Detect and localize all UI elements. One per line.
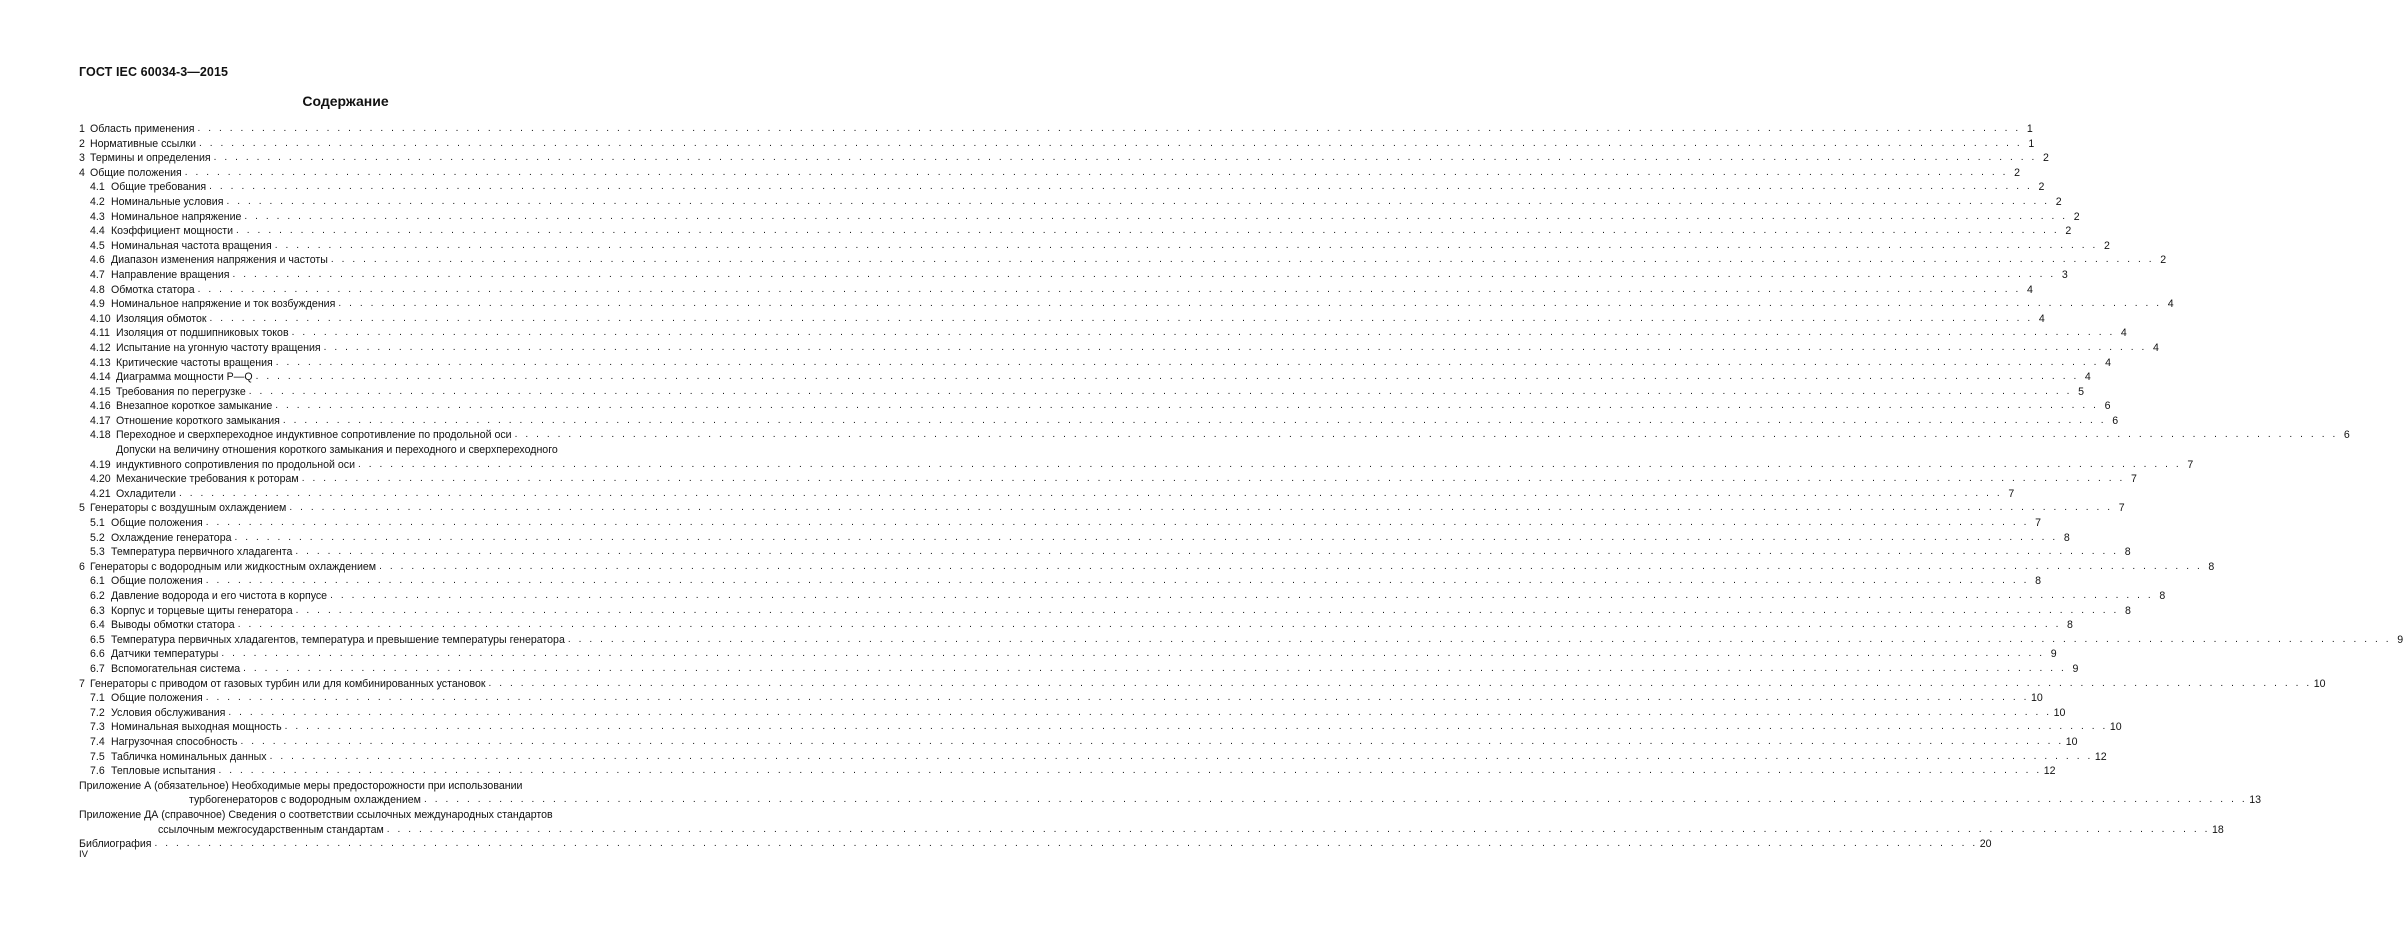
appendix-continuation [79,823,2224,838]
toc-entry-title: Коэффициент мощности [111,225,234,238]
toc-entry[interactable] [79,604,2131,619]
toc-entry[interactable] [79,589,2166,604]
toc-entry-title: Переходное и сверхпереходное индуктивное сопротивление по продольной оси [116,429,512,442]
dot-leader [198,283,2021,298]
toc-entry-page: 7 [2118,502,2125,515]
toc-entry[interactable] [79,618,2073,633]
toc-entry-number: 4.21 [90,487,111,500]
toc-entry-title: Допуски на величину отношения короткого замыкания и переходного и сверхпереходного [116,444,558,457]
toc-entry-number: 6.4 [90,619,105,632]
toc-entry-number: 7 [79,677,85,690]
toc-entry-number: 6.7 [90,662,105,675]
toc-entry-page: 6 [2112,414,2119,427]
toc-entry-title: Генераторы с водородным или жидкостным охлаждением [90,560,377,573]
toc-entry[interactable] [79,662,2079,677]
toc-entry-number: 6.1 [90,575,105,588]
toc-entry-page: 8 [2063,531,2070,544]
dot-leader [154,837,1977,852]
toc-entry-title: Отношение короткого замыкания [116,414,280,427]
toc-entry[interactable] [79,428,2350,443]
toc-entry-number: 4.6 [90,254,105,267]
dot-leader [236,224,2059,239]
dot-leader [292,326,2115,341]
toc-entry-number: 6.5 [90,633,105,646]
document-header: ГОСТ IEC 60034-3—2015 [79,65,229,79]
toc-entry-title: Внезапное короткое замыкание [116,400,273,413]
toc-entry-title: Нагрузочная способность [111,735,238,748]
toc-entry-number: 5.3 [90,546,105,559]
toc-entry[interactable] [79,356,2112,371]
toc-entry[interactable] [79,370,2091,385]
dot-leader [387,823,2210,838]
toc-entry[interactable] [79,516,2041,531]
toc-entry-number: 4.20 [90,473,111,486]
toc-entry-number: 7.6 [90,765,105,778]
toc-entry-title: Охладители [116,487,176,500]
dot-leader [179,487,2002,502]
toc-entry-page: 4 [2027,283,2033,296]
toc-entry-title: Номинальная выходная мощность [111,721,282,734]
toc-entry-page: 2 [2065,225,2072,238]
toc-entry-number: 4.13 [90,356,111,369]
toc-entry-page: 4 [2038,312,2045,325]
dot-leader [206,691,2029,706]
toc-entry-page: 4 [2084,371,2091,384]
toc-entry-number: 4.19 [90,458,111,471]
dot-leader [226,195,2049,210]
toc-entry-number: 4.8 [90,283,105,296]
toc-entry-page: 2 [2073,210,2080,223]
bibliography-title: Библиография [79,838,152,851]
toc-entry-title: Табличка номинальных данных [111,750,267,763]
toc-entry-number: 4.5 [90,239,105,252]
toc-entry-page: 7 [2035,517,2041,530]
toc-entry-page: 6 [2104,400,2111,413]
dot-leader [515,428,2338,443]
toc-entry[interactable] [79,312,2045,327]
toc-entry-number: 5.2 [90,531,105,544]
toc-entry[interactable] [79,531,2070,546]
toc-entry-number: 7.5 [90,750,105,763]
toc-entry-title: Область применения [90,123,195,135]
toc-entry-page: 1 [2026,123,2033,135]
toc-entry-number: 6.3 [90,604,105,617]
toc-entry[interactable] [79,253,2167,268]
toc-entry[interactable] [79,545,2131,560]
toc-entry[interactable] [79,677,2326,692]
dot-leader [218,764,2041,779]
toc-entry-title: Диаграмма мощности P—Q [116,371,253,384]
dot-leader [275,239,2098,254]
dot-leader [233,268,2056,283]
toc-entry-title: Номинальное напряжение [111,210,242,223]
toc-entry-page: 9 [2072,662,2079,675]
toc-entry-page: 4 [2152,341,2159,354]
toc-entry[interactable] [79,764,2056,779]
toc-entry[interactable] [79,472,2137,487]
dot-leader [324,341,2147,356]
toc-entry-title: Общие положения [111,517,203,530]
toc-entry[interactable] [79,443,2194,472]
toc-entry[interactable] [79,487,2015,502]
toc-entry-title-cont: индуктивного сопротивления по продольной оси [116,458,355,471]
toc-entry-page: 10 [2109,721,2122,734]
dot-leader [379,560,2202,575]
toc-entry-page: 10 [2030,692,2043,705]
toc-entry-number: 4.16 [90,400,111,413]
dot-leader [206,516,2029,531]
toc-entry-number: 4.17 [90,414,111,427]
toc-entry-page: 2 [2055,195,2062,208]
dot-leader [358,458,2181,473]
toc-entry[interactable] [79,195,2062,210]
toc-entry[interactable] [79,210,2080,225]
toc-entry-title: Испытание на угонную частоту вращения [116,341,321,354]
toc-entry-number: 4.10 [90,312,111,325]
toc-entry-page: 7 [2008,487,2015,500]
toc-entry-title: Критические частоты вращения [116,356,273,369]
dot-leader [275,399,2098,414]
toc-entry-number: 5 [79,502,85,515]
toc-entry-number: 4.15 [90,385,111,398]
dot-leader [197,122,2020,137]
toc-entry[interactable] [79,735,2078,750]
toc-entry[interactable] [79,137,2035,152]
toc-entry-number: 7.3 [90,721,105,734]
toc-entry-page: 4 [2167,298,2174,311]
toc-entry[interactable] [79,283,2033,298]
dot-leader [209,180,2032,195]
appendix-title: Приложение А (обязательное) Необходимые меры предосторожности при использовании [79,779,523,792]
toc-entry-page: 6 [2343,429,2350,442]
dot-leader [331,253,2154,268]
toc-entry-page: 10 [2053,706,2066,719]
toc-entry-title: Термины и определения [90,152,211,165]
appendix-entry[interactable] [79,808,2224,837]
dot-leader [424,793,2247,808]
appendix-title-cont: ссылочным межгосударственным стандартам [158,823,384,836]
toc-entry-page: 7 [2131,473,2137,486]
dot-leader [330,589,2153,604]
toc-entry-title: Обмотка статора [111,283,195,296]
toc-entry-title: Общие положения [90,166,182,179]
toc-entry-number: 6.6 [90,648,105,661]
toc-entry-page: 2 [2042,152,2049,165]
toc-entry-page: 10 [2065,735,2078,748]
toc-entry-number: 4.9 [90,298,105,311]
toc-entry-page: 9 [2050,648,2057,661]
dot-leader [228,706,2051,721]
toc-entry-page: 2 [2160,254,2167,267]
toc-entry-number: 4.2 [90,195,105,208]
dot-leader [234,531,2057,546]
toc-entry-title: Температура первичного хладагента [111,546,293,559]
dot-leader [241,735,2064,750]
toc-entry-page: 7 [2187,458,2194,471]
dot-leader [199,137,2022,152]
toc-entry-page: 4 [2120,327,2127,340]
toc-entry[interactable] [79,501,2125,516]
toc-entry-number: 3 [79,152,85,165]
toc-entry-title: Направление вращения [111,268,230,281]
toc-entry[interactable] [79,326,2127,341]
toc-entry-number: 1 [79,123,85,135]
toc-entry-title: Общие положения [111,692,203,705]
dot-leader [283,414,2106,429]
toc-entry[interactable] [79,414,2119,429]
toc-entry-page: 8 [2124,546,2131,559]
dot-leader [289,501,2112,516]
toc-entry-page: 9 [2397,633,2403,646]
toc-entry-page: 10 [2313,677,2326,690]
toc-entry-number: 4.12 [90,341,111,354]
dot-leader [489,677,2312,692]
dot-leader [206,574,2029,589]
toc-entry[interactable] [79,706,2066,721]
toc-entry-title: Общие положения [111,575,203,588]
toc-entry-title: Температура первичных хладагентов, температура и превышение температуры генератора [111,633,565,646]
appendix-continuation [79,793,2261,808]
toc-entry-number: 4.1 [90,181,105,194]
toc-entry-title: Изоляция от подшипниковых токов [116,327,289,340]
toc-entry[interactable] [79,239,2110,254]
toc-entry[interactable] [79,750,2107,765]
dot-leader [243,662,2066,677]
bibliography-page: 20 [1979,838,1992,851]
toc-entry-title: Генераторы с воздушным охлаждением [90,502,287,515]
toc-entry-title: Тепловые испытания [111,765,216,778]
toc-entry-title: Общие требования [111,181,207,194]
toc-entry-number: 4.7 [90,268,105,281]
toc-entry-number: 7.2 [90,706,105,719]
toc-entry-page: 2 [2104,239,2110,252]
toc-entry-body [116,443,2193,472]
toc-entry-page: 8 [2125,604,2131,617]
toc-entry[interactable] [79,647,2057,662]
toc-entry-title: Условия обслуживания [111,706,226,719]
dot-leader [185,166,2008,181]
toc-entry-title: Выводы обмотки статора [111,619,235,632]
dot-leader [276,356,2099,371]
dot-leader [568,633,2391,648]
toc-entry[interactable] [79,268,2068,283]
dot-leader [214,151,2037,166]
toc-entry[interactable] [79,385,2085,400]
toc-entry-page: 3 [2061,268,2068,281]
toc-entry-page: 12 [2094,750,2107,763]
toc-entry-number: 4.4 [90,225,105,238]
toc-entry-title: Корпус и торцевые щиты генератора [111,604,293,617]
dot-leader [285,720,2108,735]
toc-entry-continuation [116,458,2193,473]
toc-entry-number: 4.14 [90,371,111,384]
appendix-title: Приложение ДА (справочное) Сведения о соответствии ссылочных международных стандартов [79,808,553,821]
toc-entry-page: 12 [2043,765,2056,778]
toc-entry-number: 4 [79,166,85,179]
toc-entry-title: Изоляция обмоток [116,312,207,325]
dot-leader [296,604,2119,619]
toc-entry-number: 7.4 [90,735,105,748]
toc-entry-title: Номинальная частота вращения [111,239,272,252]
toc-entry-title: Давление водорода и его чистота в корпусе [111,590,328,602]
toc-entry-page: 4 [2105,356,2112,369]
toc-entry-title: Генераторы с приводом от газовых турбин или для комбинированных установок [90,677,486,690]
toc-entry-title: Номинальные условия [111,195,224,208]
bibliography-entry[interactable] [79,837,1992,852]
dot-leader [256,370,2079,385]
toc-entry-page: 8 [2067,619,2073,632]
dot-leader [302,472,2125,487]
toc-entry[interactable] [79,180,2045,195]
toc-entry[interactable] [79,691,2043,706]
toc-entry-page: 8 [2159,590,2166,602]
dot-leader [210,312,2033,327]
toc-entry-page: 2 [2038,181,2045,194]
toc-entry-page: 1 [2028,137,2035,150]
toc-entry[interactable] [79,560,2215,575]
dot-leader [295,545,2118,560]
dot-leader [249,385,2072,400]
toc-entry[interactable] [79,574,2041,589]
toc-entry-title: Вспомогательная система [111,662,241,675]
dot-leader [338,297,2161,312]
dot-leader [221,647,2044,662]
toc-entry-page: 8 [2208,560,2215,573]
dot-leader [238,618,2061,633]
appendix-title-cont: турбогенераторов с водородным охлаждением [189,794,421,807]
appendix-entry[interactable] [79,779,2261,808]
toc-entry-title: Датчики температуры [111,648,219,661]
toc-entry[interactable] [79,224,2072,239]
page-number: IV [79,849,88,860]
toc-entry-number: 6 [79,560,85,573]
toc-entry-number: 4.11 [90,327,110,340]
toc-entry[interactable] [79,399,2111,414]
toc-entry-number: 6.2 [90,590,105,602]
appendix-page: 18 [2212,823,2224,836]
toc-entry[interactable] [79,151,2049,166]
toc-entry-title: Механические требования к роторам [116,473,299,486]
table-of-contents [79,122,2403,852]
toc-entry[interactable] [79,633,2403,648]
toc-entry[interactable] [79,341,2159,356]
toc-entry[interactable] [79,122,2033,137]
toc-entry-title: Номинальное напряжение и ток возбуждения [111,298,336,311]
toc-entry-title: Диапазон изменения напряжения и частоты [111,254,328,267]
toc-entry[interactable] [79,166,2020,181]
dot-leader [270,750,2093,765]
toc-entry[interactable] [79,297,2174,312]
toc-entry-number: 5.1 [90,517,105,530]
toc-entry-page: 2 [2014,166,2020,179]
dot-leader [244,210,2067,225]
toc-entry[interactable] [79,720,2122,735]
toc-entry-number: 7.1 [90,692,105,705]
toc-entry-number: 4.3 [90,210,105,223]
toc-entry-title: Требования по перегрузке [116,385,246,398]
toc-entry-number: 4.18 [90,429,111,442]
toc-entry-title: Нормативные ссылки [90,137,197,150]
appendix-page: 13 [2249,794,2261,807]
page-title: Содержание [302,93,389,109]
toc-entry-page: 8 [2035,575,2041,588]
toc-entry-page: 5 [2078,385,2085,398]
toc-entry-title: Охлаждение генератора [111,531,232,544]
toc-entry-number: 2 [79,137,85,150]
